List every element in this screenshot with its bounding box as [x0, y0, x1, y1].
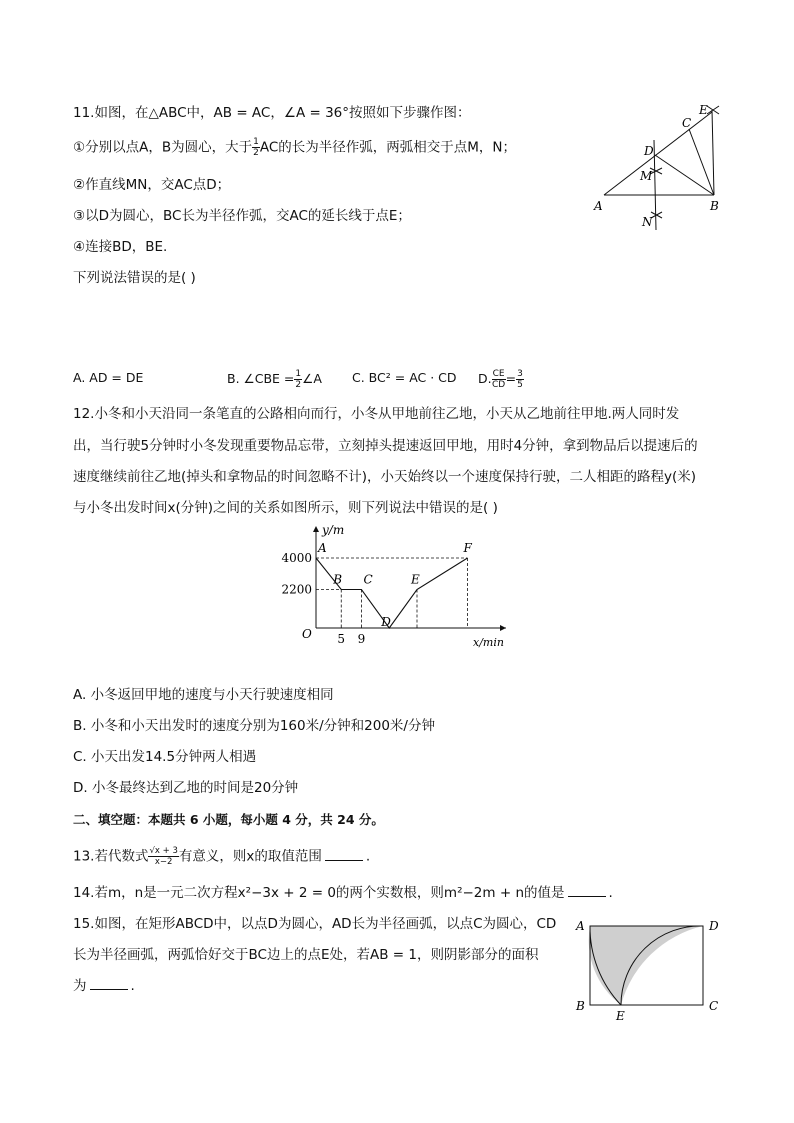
q11-fraction-half: $\frac{1}{2}$ — [253, 137, 259, 158]
y-tick-label-4000: 4000 — [281, 551, 312, 565]
origin-label: O — [302, 627, 312, 641]
point-label-d: D — [381, 615, 391, 629]
q11-triangle-figure — [592, 100, 732, 232]
q11-label-b: B — [710, 199, 719, 213]
q14-answer-blank[interactable] — [568, 884, 606, 897]
x-axis-label: x/min — [473, 636, 504, 649]
q11-option-a: A. AD = DE — [73, 370, 144, 385]
q11-step3: ③以D为圆心，BC长为半径作弧，交AC的延长线于点E； — [73, 208, 411, 224]
q15-line-3: 为 . — [73, 978, 135, 994]
q12-line-4: 与小冬出发时间x(分钟)之间的关系如图所示，则下列说法中错误的是( ) — [73, 500, 498, 516]
q12-option-d: D. 小冬最终达到乙地的时间是20分钟 — [73, 780, 299, 796]
q11-option-d: D. $\frac{CE}{CD}$ = $\frac{3}{5}$ — [478, 369, 523, 390]
q15-line-2: 长为半径画弧，两弧恰好交于BC边上的点E处，若AB = 1，则阴影部分的面积 — [73, 947, 539, 963]
q11-label-e: E — [699, 103, 708, 117]
section-2-heading: 二、填空题：本题共 6 小题，每小题 4 分，共 24 分。 — [73, 812, 384, 827]
q11-stem: 11.如图，在△ABC中，AB = AC，∠A = 36°按照如下步骤作图： — [73, 105, 471, 121]
q15-answer-blank[interactable] — [90, 977, 128, 990]
x-axis-arrow — [500, 625, 506, 631]
x-tick-label-5: 5 — [337, 632, 346, 646]
q15-shaded-region — [589, 926, 703, 1005]
q11-step4: ④连接BD，BE. — [73, 239, 168, 255]
point-label-c: C — [363, 572, 373, 587]
q12-option-b: B. 小冬和小天出发时的速度分别为160米/分钟和200米/分钟 — [73, 718, 435, 734]
point-label-f: F — [463, 541, 472, 555]
q11-option-c: C. BC² = AC · CD — [352, 370, 457, 385]
q14-line: 14.若m，n是一元二次方程x²−3x + 2 = 0的两个实数根，则m²−2m + n的值是 . — [73, 885, 613, 901]
q12-line-2: 出，当行驶5分钟时小冬发现重要物品忘带，立刻掉头提速返回甲地，用时4分钟，拿到物品后以提速后的 — [73, 438, 698, 454]
q11-seg-bd — [655, 155, 714, 195]
q11-label-m: M — [640, 169, 653, 183]
q11-label-a: A — [594, 199, 603, 213]
q11-label-n: N — [642, 215, 653, 229]
x-tick-label-9: 9 — [357, 632, 366, 646]
q11-step1: ①分别以点A，B为圆心，大于 $\frac{1}{2}$ AC的长为半径作弧，两弧相交于点M，N； — [73, 137, 517, 158]
y-axis-arrow — [313, 526, 319, 532]
q11-label-d: D — [644, 144, 654, 158]
point-label-a: A — [318, 541, 327, 555]
q15-rectangle-figure — [572, 912, 728, 1024]
point-label-e: E — [411, 572, 420, 587]
q15-label-a: A — [576, 919, 585, 933]
q15-label-d: D — [709, 919, 719, 933]
q15-label-e: E — [616, 1009, 625, 1023]
q12-distance-time-chart — [280, 522, 530, 652]
q12-option-c: C. 小天出发14.5分钟两人相遇 — [73, 749, 257, 765]
q15-label-c: C — [709, 999, 719, 1013]
q11-seg-be — [712, 110, 714, 195]
q11-option-b: B. ∠CBE = $\frac{1}{2}$ ∠A — [227, 369, 322, 390]
q15-line-1: 15.如图，在矩形ABCD中，以点D为圆心，AD长为半径画弧，以点C为圆心，CD — [73, 916, 557, 932]
q12-option-a: A. 小冬返回甲地的速度与小天行驶速度相同 — [73, 687, 334, 703]
q11-step2: ②作直线MN，交AC点D； — [73, 177, 231, 193]
q11-label-c: C — [682, 116, 692, 130]
q13-answer-blank[interactable] — [325, 848, 363, 861]
q13-line: 13.若代数式 $\frac{√x + 3}{x-2}$ 有意义，则x的取值范围 . — [73, 846, 371, 867]
point-label-b: B — [333, 572, 343, 587]
y-axis-label: y/m — [322, 523, 345, 537]
q12-line-1: 12.小冬和小天沿同一条笔直的公路相向而行，小冬从甲地前往乙地，小天从乙地前往甲地.两人同时发 — [73, 406, 680, 422]
distance-series-line — [316, 558, 468, 628]
q15-label-b: B — [576, 999, 585, 1013]
y-tick-label-2200: 2200 — [281, 582, 312, 597]
q11-question: 下列说法错误的是( ) — [73, 270, 196, 286]
q11-seg-bc — [689, 129, 714, 195]
q12-line-3: 速度继续前往乙地(掉头和拿物品的时间忽略不计)，小天始终以一个速度保持行驶，二人相距的路程y(米) — [73, 469, 697, 485]
